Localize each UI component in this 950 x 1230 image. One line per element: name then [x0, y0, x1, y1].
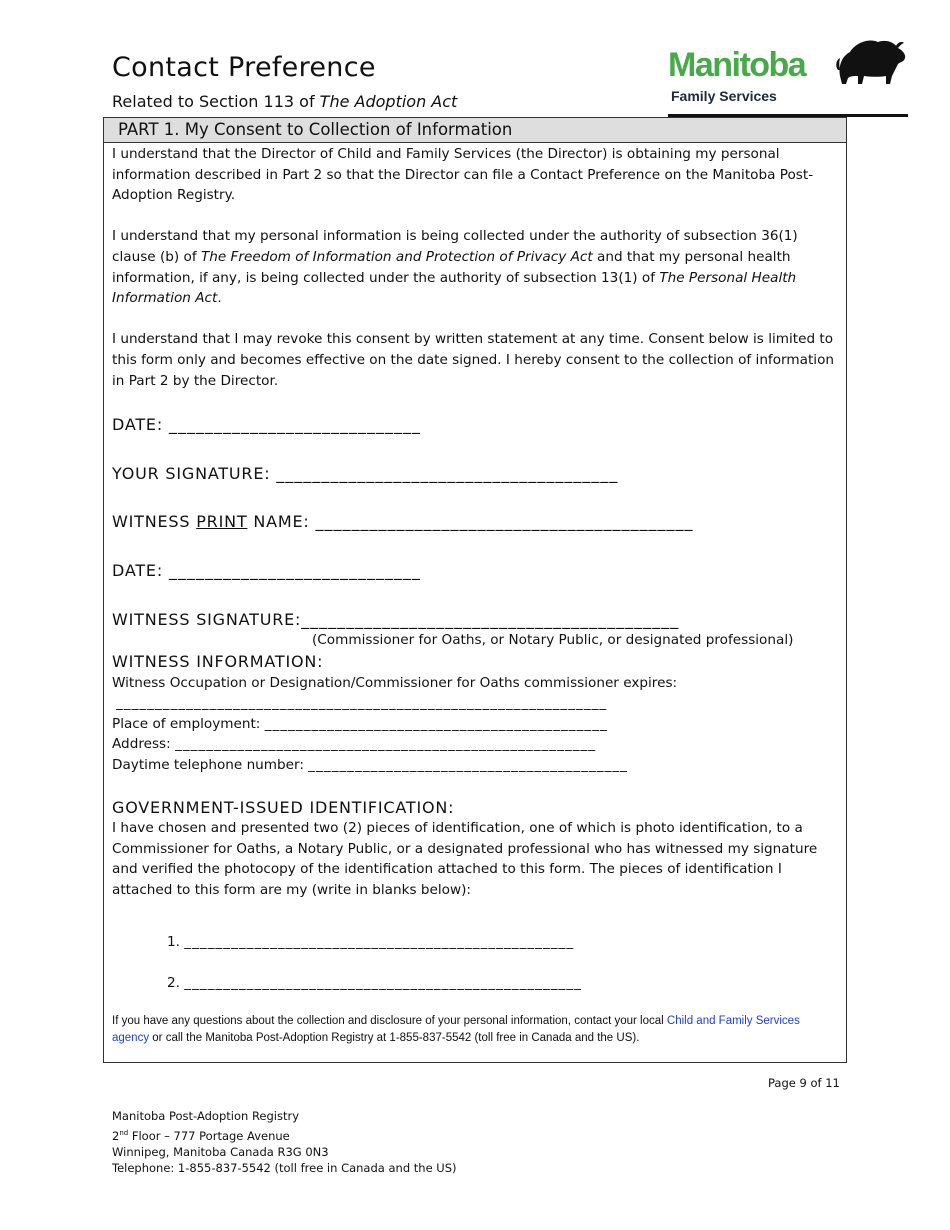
date-blank[interactable]: ____________________________	[168, 560, 421, 580]
witness-name-print: PRINT	[196, 512, 248, 532]
para2-text-a: I understand that my personal information is being collected under the authority of subsection 36(1) clause (b) of	[112, 228, 798, 265]
witness-name-label-b: NAME:	[247, 512, 316, 532]
part1-heading: PART 1. My Consent to Collection of Information	[104, 118, 846, 143]
witness-name-blank[interactable]: __________________________________________	[315, 512, 694, 532]
cfs-agency-link[interactable]: Child and Family Services agency	[112, 1014, 800, 1044]
logo-wordmark: Manitoba	[668, 46, 806, 84]
street-address: Floor – 777 Portage Avenue	[128, 1128, 290, 1143]
logo-subtitle: Family Services	[671, 88, 777, 104]
address-field[interactable]	[112, 734, 836, 755]
witness-signature-blank[interactable]: __________________________________________	[301, 609, 680, 629]
subtitle-prefix: Related to Section 113 of	[112, 92, 320, 111]
consent-form-box	[103, 117, 847, 1063]
witness-occupation-blank[interactable]: _______________________________________________________________	[116, 695, 608, 712]
witness-name-label-a: WITNESS	[112, 512, 197, 532]
your-signature-blank[interactable]: ______________________________________	[276, 463, 619, 483]
consent-paragraph-1: I understand that the Director of Child and Family Services (the Director) is obtaining my personal information described in Part 2 so that the Director can file a Contact Preference on the Manitoba Post-Adoption Registry.	[112, 146, 814, 204]
phone-blank[interactable]: _________________________________________	[308, 757, 628, 774]
page-number: Page 9 of 11	[768, 1076, 840, 1090]
note-text-b: or call the Manitoba Post-Adoption Registry at 1-855-837-5542 (toll free in Canada and the US).	[149, 1031, 640, 1044]
your-signature-field[interactable]	[112, 464, 836, 485]
employment-field[interactable]	[112, 714, 836, 735]
consent-paragraph-3: I understand that I may revoke this consent by written statement at any time. Consent below is limited to this form only and becomes effective on the date signed. I hereby consent to the collection of information in Part 2 by the Director.	[112, 331, 834, 389]
bison-icon	[834, 36, 910, 86]
para2-text-b: and that my personal health information, if any, is being collected under the authority of subsection 13(1) of	[112, 248, 791, 286]
footer-line-4: Telephone: 1-855-837-5542 (toll free in Canada and the US)	[112, 1161, 457, 1176]
witness-info-heading: WITNESS INFORMATION:	[112, 652, 324, 672]
id-item-1[interactable]	[112, 932, 836, 953]
witness-occupation-label: Witness Occupation or Designation/Commissioner for Oaths commissioner expires:	[112, 674, 678, 691]
date-field-2[interactable]	[112, 561, 836, 582]
footer-line-3: Winnipeg, Manitoba Canada R3G 0N3	[112, 1144, 329, 1159]
id-item-2-blank[interactable]: ___________________________________________________	[184, 975, 582, 992]
date-field-1[interactable]	[112, 415, 836, 436]
manitoba-logo	[668, 36, 910, 108]
date-blank[interactable]: ____________________________	[168, 415, 421, 435]
employment-blank[interactable]: ____________________________________________	[264, 715, 608, 732]
phone-field[interactable]	[112, 755, 836, 776]
footer-line-1: Manitoba Post-Adoption Registry	[112, 1109, 300, 1123]
employment-label: Place of employment:	[112, 715, 265, 732]
witness-signature-field[interactable]	[112, 610, 836, 631]
witness-signature-label: WITNESS SIGNATURE:	[112, 609, 302, 629]
phia-act: The Personal Health Information Act	[112, 269, 797, 307]
privacy-contact-note	[112, 1013, 836, 1047]
address-label: Address:	[112, 736, 176, 753]
id-item-2-number: 2.	[167, 975, 185, 992]
page-subtitle	[112, 92, 457, 111]
footer-address	[112, 1108, 457, 1177]
footer-line-2	[112, 1125, 457, 1144]
id-item-1-blank[interactable]: __________________________________________________	[184, 933, 575, 950]
floor-suffix: nd	[119, 1128, 129, 1137]
foipp-act: The Freedom of Information and Protection of Privacy Act	[200, 248, 593, 265]
para2-text-c: .	[217, 290, 222, 307]
floor-number: 2	[112, 1128, 120, 1143]
consent-paragraph-2	[112, 226, 836, 308]
id-paragraph: I have chosen and presented two (2) pieces of identification, one of which is photo identification, to a Commissioner for Oaths, a Notary Public, or a designated professional who has witnessed my signature and verified the photocopy of the identification attached to this form. The pieces of identification I attached to this form are my (write in blanks below):	[112, 820, 818, 899]
phone-label: Daytime telephone number:	[112, 757, 309, 774]
witness-name-field[interactable]	[112, 512, 836, 533]
subtitle-act: The Adoption Act	[319, 92, 458, 111]
id-item-1-number: 1.	[167, 933, 185, 950]
id-heading: GOVERNMENT-ISSUED IDENTIFICATION:	[112, 797, 455, 817]
witness-signature-note: (Commissioner for Oaths, or Notary Public, or designated professional)	[312, 632, 794, 649]
your-signature-label: YOUR SIGNATURE:	[112, 463, 277, 483]
page-title: Contact Preference	[112, 52, 376, 83]
part1-body	[104, 143, 846, 1047]
id-item-2[interactable]	[112, 973, 836, 994]
date-label: DATE:	[112, 415, 169, 435]
note-text-a: If you have any questions about the collection and disclosure of your personal information, contact your local	[112, 1014, 667, 1027]
address-blank[interactable]: ______________________________________________________	[175, 736, 597, 753]
date-label: DATE:	[112, 560, 169, 580]
